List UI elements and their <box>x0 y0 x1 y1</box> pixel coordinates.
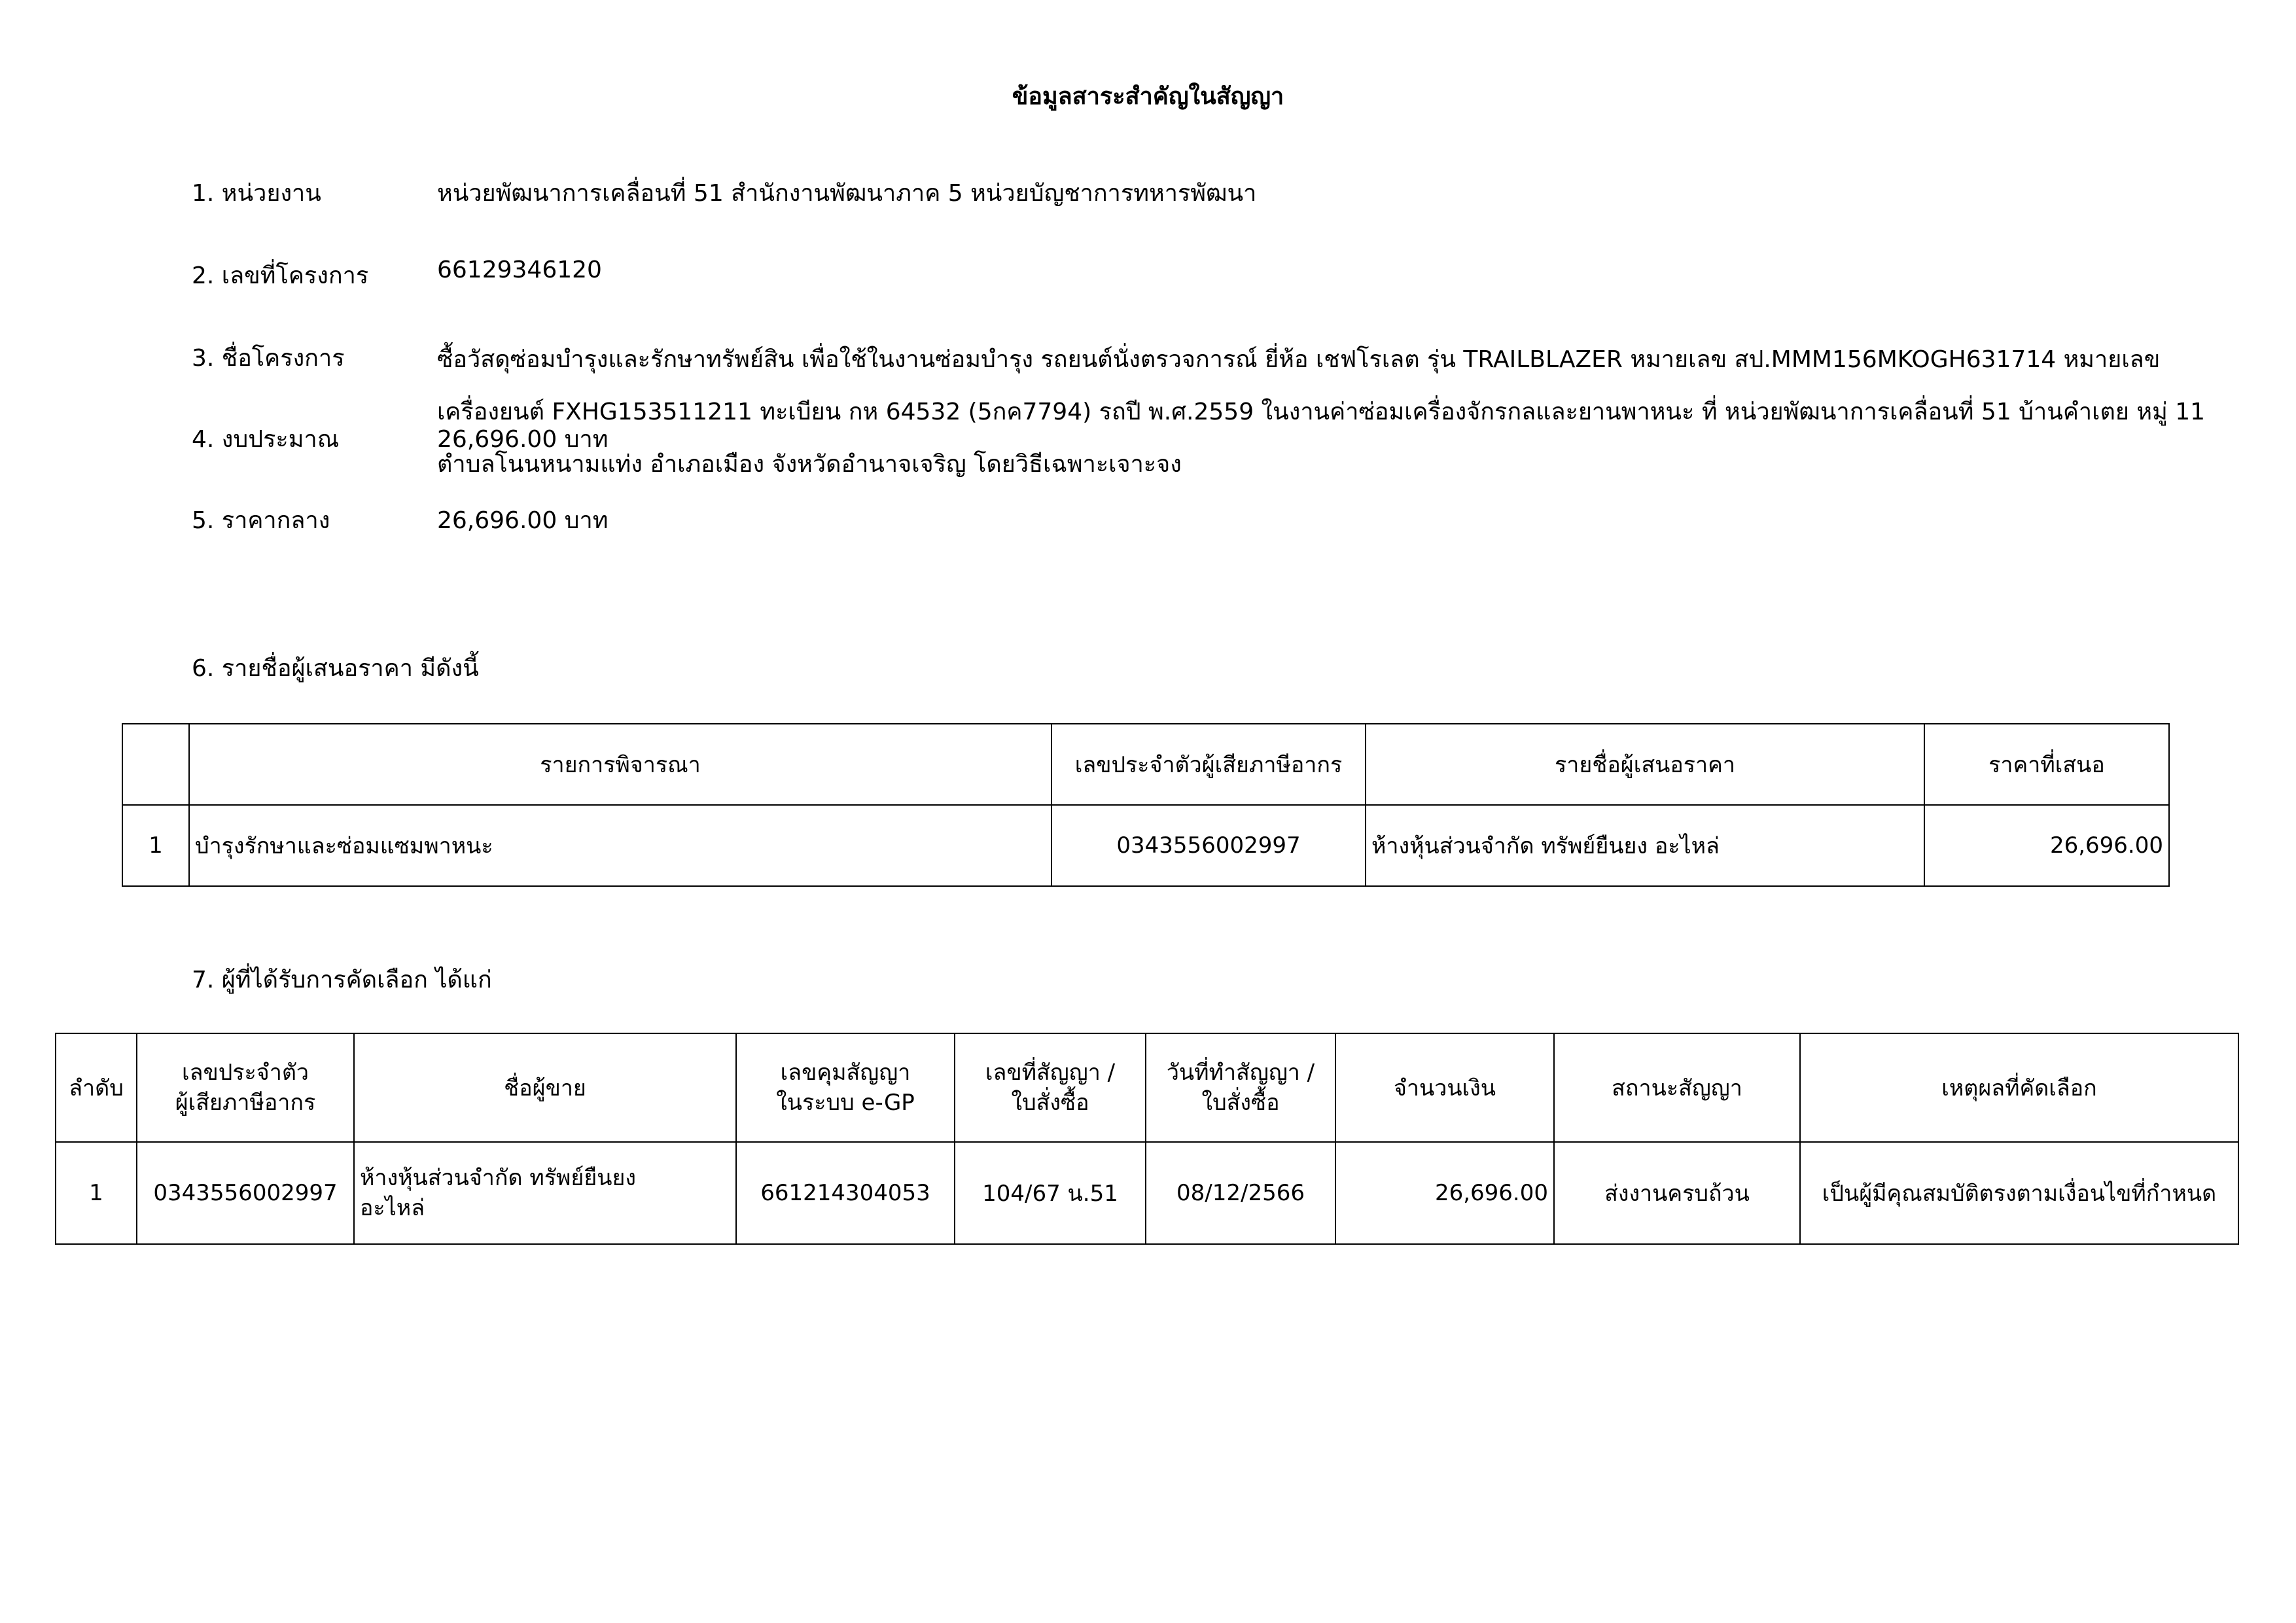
selected-header-contract-no-line2: ใบสั่งซื้อ <box>1011 1090 1089 1116</box>
selected-header-contract-no <box>955 1033 1146 1142</box>
selected-row-amount: 26,696.00 <box>1335 1142 1554 1244</box>
selected-row-tax-id: 0343556002997 <box>137 1142 354 1244</box>
project-no-label: 2. เลขที่โครงการ <box>192 262 369 289</box>
section-6-heading: 6. รายชื่อผู้เสนอราคา มีดังนี้ <box>192 655 479 682</box>
selected-vendor-table <box>55 1033 2239 1245</box>
selected-header-egp-line1: เลขคุมสัญญา <box>780 1060 911 1086</box>
selected-header-seller: ชื่อผู้ขาย <box>354 1033 736 1142</box>
selected-row-seller <box>354 1142 736 1244</box>
project-name-label: 3. ชื่อโครงการ <box>192 345 345 372</box>
selected-header-reason: เหตุผลที่คัดเลือก <box>1800 1033 2238 1142</box>
bidder-row-item: บำรุงรักษาและซ่อมแซมพาหนะ <box>189 805 1051 886</box>
bidders-header-blank <box>122 724 189 805</box>
selected-row-egp-no: 661214304053 <box>736 1142 955 1244</box>
selected-header-tax-id-line1: เลขประจำตัว <box>182 1060 309 1086</box>
section-7-heading: 7. ผู้ที่ได้รับการคัดเลือก ได้แก่ <box>192 967 492 993</box>
selected-header-contract-date-line2: ใบสั่งซื้อ <box>1201 1090 1280 1116</box>
selected-row-reason: เป็นผู้มีคุณสมบัติตรงตามเงื่อนไขที่กำหนด <box>1800 1142 2238 1244</box>
selected-header-contract-date-line1: วันที่ทำสัญญา / <box>1166 1060 1315 1086</box>
bidder-row-no: 1 <box>122 805 189 886</box>
table-row <box>56 1142 2238 1244</box>
selected-table-header <box>56 1033 2238 1142</box>
page-title: ข้อมูลสาระสำคัญในสัญญา <box>1012 83 1284 110</box>
selected-header-tax-id <box>137 1033 354 1142</box>
bidder-row-price: 26,696.00 <box>1924 805 2169 886</box>
selected-header-status: สถานะสัญญา <box>1554 1033 1800 1142</box>
median-price-value: 26,696.00 บาท <box>437 507 609 534</box>
selected-header-contract-date <box>1146 1033 1335 1142</box>
selected-header-amount: จำนวนเงิน <box>1335 1033 1554 1142</box>
bidder-row-tax-id: 0343556002997 <box>1051 805 1366 886</box>
bidders-table <box>122 723 2170 887</box>
median-price-label: 5. ราคากลาง <box>192 507 330 534</box>
bidders-header-price: ราคาที่เสนอ <box>1924 724 2169 805</box>
selected-row-no: 1 <box>56 1142 137 1244</box>
selected-header-no: ลำดับ <box>56 1033 137 1142</box>
agency-value: หน่วยพัฒนาการเคลื่อนที่ 51 สำนักงานพัฒนาภาค 5 หน่วยบัญชาการทหารพัฒนา <box>437 180 1257 207</box>
selected-row-contract-date: 08/12/2566 <box>1146 1142 1335 1244</box>
selected-header-egp <box>736 1033 955 1142</box>
bidders-header-tax-id: เลขประจำตัวผู้เสียภาษีอากร <box>1051 724 1366 805</box>
bidder-row-name: ห้างหุ้นส่วนจำกัด ทรัพย์ยืนยง อะไหล่ <box>1366 805 1924 886</box>
table-row <box>122 805 2169 886</box>
selected-header-tax-id-line2: ผู้เสียภาษีอากร <box>175 1090 316 1116</box>
selected-row-seller-line1: ห้างหุ้นส่วนจำกัด ทรัพย์ยืนยง <box>360 1165 637 1191</box>
bidders-table-header <box>122 724 2169 805</box>
agency-label: 1. หน่วยงาน <box>192 180 321 207</box>
project-no-value: 66129346120 <box>437 257 602 283</box>
selected-row-status: ส่งงานครบถ้วน <box>1554 1142 1800 1244</box>
bidders-header-item: รายการพิจารณา <box>189 724 1051 805</box>
budget-value: 26,696.00 บาท <box>437 426 609 453</box>
selected-row-contract-no: 104/67 น.51 <box>955 1142 1146 1244</box>
selected-header-egp-line2: ในระบบ e-GP <box>776 1090 915 1116</box>
selected-header-contract-no-line1: เลขที่สัญญา / <box>985 1060 1116 1086</box>
budget-label: 4. งบประมาณ <box>192 426 340 453</box>
bidders-header-bidder: รายชื่อผู้เสนอราคา <box>1366 724 1924 805</box>
selected-row-seller-line2: อะไหล่ <box>360 1195 425 1221</box>
project-name-value: ซื้อวัสดุซ่อมบำรุงและรักษาทรัพย์สิน เพื่อใช้ในงานซ่อมบำรุง รถยนต์นั่งตรวจการณ์ ยี่ห้อ เชฟโรเลต รุ่น TRAILBLAZER หมายเลข สป.MMM156MKOGH631714 หมายเลขเครื่องยนต์ FXHG153511211 ทะเบียน กห 64532 (5กค7794) รถปี พ.ศ.2559 ในงานค่าซ่อมเครื่องจักรกลและยานพาหนะ ที่ หน่วยพัฒนาการเคลื่อนที่ 51 บ้านคำเตย หมู่ 11 ตำบลโนนหนามแท่ง อำเภอเมือง จังหวัดอำนาจเจริญ โดยวิธีเฉพาะเจาะจง <box>437 346 2206 478</box>
